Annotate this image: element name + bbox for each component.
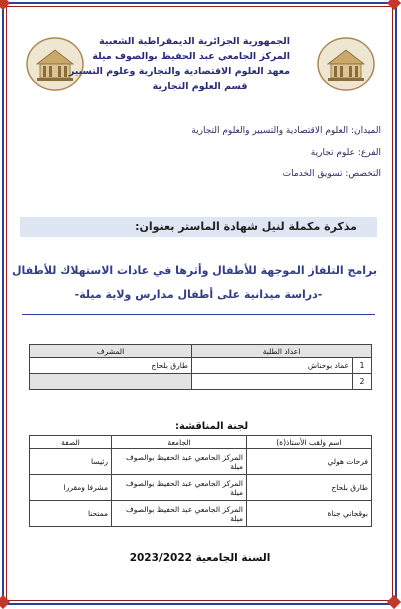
column-header: الصفة [30, 436, 112, 449]
institution-header [68, 34, 290, 94]
university-logo-right [314, 34, 378, 96]
supervisor-header: المشرف [30, 345, 192, 358]
student-name: عماد بوحناش [192, 358, 353, 374]
header-line-3: معهد العلوم الاقتصادية والتجارية وعلوم التسيير [68, 66, 290, 77]
students-table [29, 344, 372, 390]
committee-label: لجنة المناقشة: [175, 421, 249, 432]
header-line-2: المركز الجامعي عبد الحفيظ بوالصوف ميلة [92, 51, 290, 62]
header-line-4: قسم العلوم التجارية [152, 81, 248, 92]
table-row: فرحات هولي المركز الجامعي عبد الحفيظ بوالصوف ميلة رئيسا [30, 449, 372, 475]
header-line-1: الجمهورية الجزائرية الديمقراطية الشعبية [99, 36, 290, 47]
thesis-band: مذكرة مكملة لنيل شهادة الماستر بعنوان: [20, 217, 377, 237]
field-line: الميدان: العلوم الاقتصادية والتسيير والعلوم التجارية [191, 126, 381, 136]
branch-line: الفرع: علوم تجارية [310, 148, 381, 158]
committee-table [29, 435, 372, 527]
specialty-line: التخصص: تسويق الخدمات [282, 169, 381, 179]
table-row: بوقجاني جناة المركز الجامعي عبد الحفيظ بوالصوف ميلة ممتحنا [30, 501, 372, 527]
thesis-subtitle: -دراسة ميدانية على أطفال مدارس ولاية ميلة- [74, 288, 323, 301]
thesis-title: برامج التلفاز الموجهة للأطفال وأثرها في عادات الاستهلاك للأطفال [11, 264, 377, 277]
students-header: اعداد الطلبة [192, 345, 372, 358]
table-row: 1 عماد بوحناش طارق بلحاج [30, 358, 372, 374]
academic-year: السنة الجامعية 2023/2022 [129, 552, 271, 564]
table-row: طارق بلحاج المركز الجامعي عبد الحفيظ بوالصوف ميلة مشرفا ومقررا [30, 475, 372, 501]
column-header: الجامعة [112, 436, 247, 449]
supervisor-name: طارق بلحاج [30, 358, 192, 374]
column-header: اسم ولقب الأستاذ(ة) [247, 436, 372, 449]
table-row: 2 [30, 374, 372, 390]
title-divider [22, 314, 375, 315]
